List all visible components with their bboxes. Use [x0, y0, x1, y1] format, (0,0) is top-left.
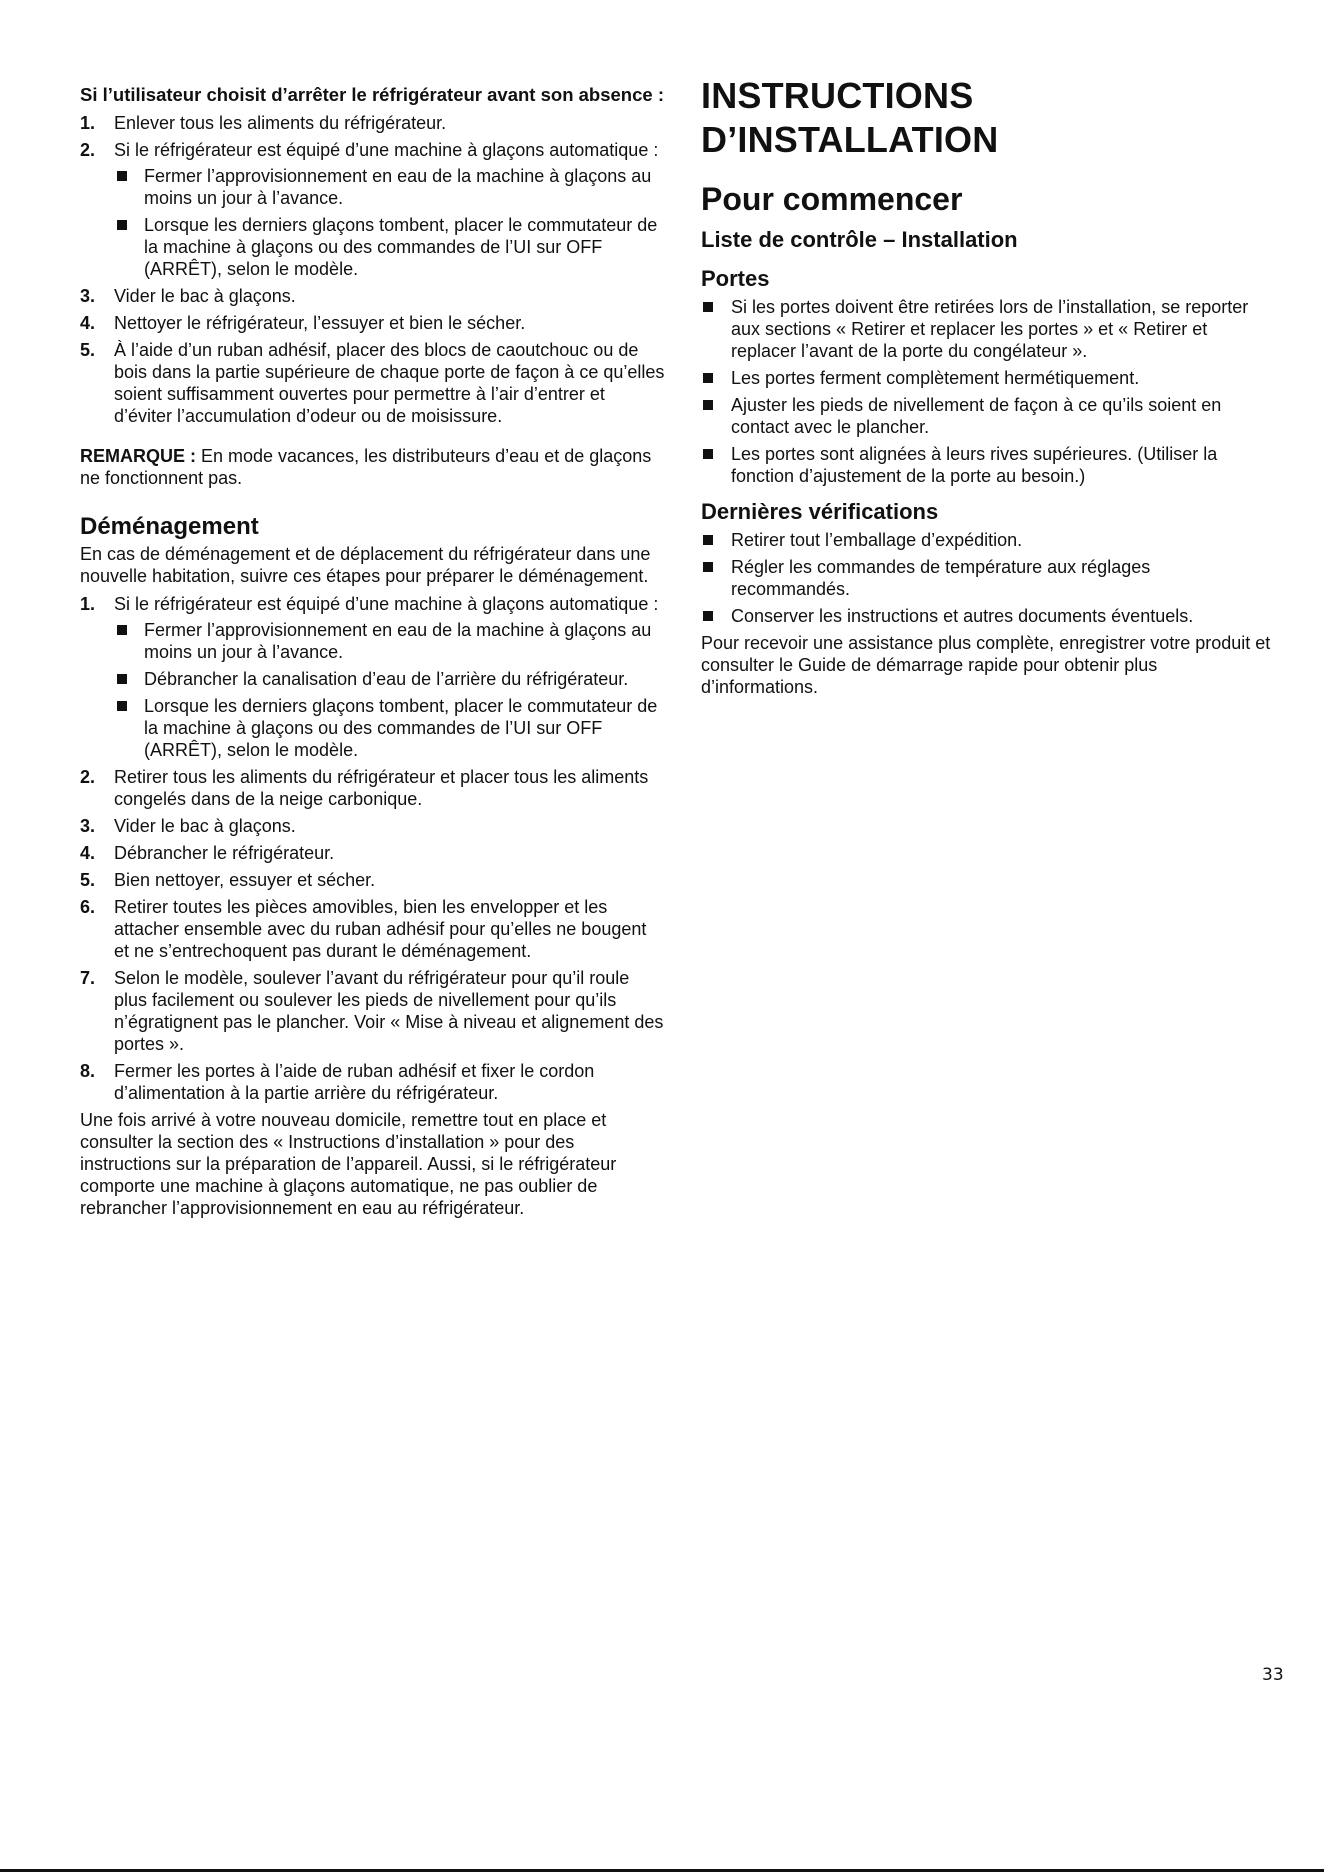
left-column: [80, 84, 665, 1219]
bullet-item: [701, 556, 1271, 600]
square-bullet-icon: [117, 674, 127, 684]
step-number: 4.: [80, 843, 96, 863]
bullet-item: [701, 605, 1271, 627]
list-item: [80, 112, 665, 134]
bullet-item: [701, 394, 1271, 438]
list-item: [80, 312, 665, 334]
bullet-text: Les portes sont alignées à leurs rives supérieures. (Utiliser la fonction d’ajustement de la porte au besoin.): [731, 444, 1218, 486]
vacation-steps: [80, 112, 665, 427]
note-text: En mode vacances, les distributeurs d’eau et de glaçons ne fonctionnent pas.: [80, 446, 652, 488]
moving-heading: Déménagement: [80, 513, 259, 540]
step-text: Fermer les portes à l’aide de ruban adhésif et fixer le cordon d’alimentation à la partie arrière du réfrigérateur.: [114, 1061, 595, 1103]
bullet-item: [701, 529, 1271, 551]
bullet-list: [114, 619, 665, 761]
square-bullet-icon: [703, 535, 713, 545]
step-number: 6.: [80, 897, 96, 917]
step-text: Selon le modèle, soulever l’avant du réfrigérateur pour qu’il roule plus facilement ou soulever les pieds de nivellement pour qu’ils n’égratignent pas le plancher. Voir « Mise à niveau et alignement des portes ».: [114, 968, 664, 1054]
bullet-text: Lorsque les derniers glaçons tombent, placer le commutateur de la machine à glaçons ou des commandes de l’UI sur OFF (ARRÊT), selon le modèle.: [144, 696, 658, 760]
step-text: À l’aide d’un ruban adhésif, placer des blocs de caoutchouc ou de bois dans la partie supérieure de chaque porte de façon à ce qu’elles soient suffisamment ouvertes pour permettre à l’air d’entrer et d’éviter l’accumulation d’odeur ou de moisissure.: [114, 340, 665, 426]
bullet-text: Si les portes doivent être retirées lors de l’installation, se reporter aux sections « Retirer et replacer les portes » et « Retirer et replacer l’avant de la porte du congélateur ».: [731, 297, 1249, 361]
list-item: [80, 139, 665, 280]
bullet-text: Débrancher la canalisation d’eau de l’arrière du réfrigérateur.: [144, 669, 629, 689]
step-text: Enlever tous les aliments du réfrigérateur.: [114, 113, 447, 133]
bullet-text: Conserver les instructions et autres documents éventuels.: [731, 606, 1194, 626]
section-heading: Pour commencer: [701, 181, 963, 217]
bullet-item: [701, 367, 1271, 389]
step-number: 4.: [80, 313, 96, 333]
step-text: Retirer tous les aliments du réfrigérateur et placer tous les aliments congelés dans de la neige carbonique.: [114, 767, 649, 809]
bullet-item: [114, 668, 665, 690]
square-bullet-icon: [703, 302, 713, 312]
moving-steps: [80, 593, 665, 1104]
bullet-item: [701, 443, 1271, 487]
final-checks-list: [701, 529, 1271, 627]
checklist-heading: Liste de contrôle – Installation: [701, 227, 1018, 252]
step-text: Vider le bac à glaçons.: [114, 286, 296, 306]
step-number: 1.: [80, 594, 96, 614]
list-item: [80, 339, 665, 427]
bullet-text: Fermer l’approvisionnement en eau de la machine à glaçons au moins un jour à l’avance.: [144, 166, 652, 208]
assistance-text: Pour recevoir une assistance plus complète, enregistrer votre produit et consulter le Guide de démarrage rapide pour obtenir plus d’informations.: [701, 633, 1271, 697]
doors-heading: Portes: [701, 266, 770, 291]
step-text: Bien nettoyer, essuyer et sécher.: [114, 870, 376, 890]
note-label: REMARQUE :: [80, 446, 196, 466]
list-item: [80, 896, 665, 962]
final-checks-heading: Dernières vérifications: [701, 499, 939, 524]
bullet-item: [114, 695, 665, 761]
square-bullet-icon: [703, 562, 713, 572]
step-number: 7.: [80, 968, 96, 988]
list-item: [80, 842, 665, 864]
step-text: Débrancher le réfrigérateur.: [114, 843, 335, 863]
square-bullet-icon: [703, 611, 713, 621]
square-bullet-icon: [117, 701, 127, 711]
step-text: Vider le bac à glaçons.: [114, 816, 296, 836]
right-column: [701, 75, 1271, 698]
doors-list: [701, 296, 1271, 487]
step-number: 2.: [80, 140, 96, 160]
square-bullet-icon: [703, 373, 713, 383]
list-item: [80, 815, 665, 837]
step-text: Nettoyer le réfrigérateur, l’essuyer et bien le sécher.: [114, 313, 526, 333]
step-text: Si le réfrigérateur est équipé d’une machine à glaçons automatique :: [114, 594, 659, 614]
step-number: 2.: [80, 767, 96, 787]
moving-outro: Une fois arrivé à votre nouveau domicile, remettre tout en place et consulter la section des « Instructions d’installation » pour des instructions sur la préparation de l’appareil. Aussi, si le réfrigérateur comporte une machine à glaçons automatique, ne pas oublier de rebrancher l’approvisionnement en eau au réfrigérateur.: [80, 1110, 617, 1218]
list-item: [80, 593, 665, 761]
step-number: 1.: [80, 113, 96, 133]
list-item: [80, 766, 665, 810]
vacation-lead: Si l’utilisateur choisit d’arrêter le réfrigérateur avant son absence :: [80, 84, 664, 105]
step-text: Retirer toutes les pièces amovibles, bien les envelopper et les attacher ensemble avec du ruban adhésif pour qu’elles ne bougent et ne s’entrechoquent pas durant le déménagement.: [114, 897, 647, 961]
bullet-list: [114, 165, 665, 280]
square-bullet-icon: [117, 625, 127, 635]
bullet-text: Les portes ferment complètement hermétiquement.: [731, 368, 1140, 388]
bullet-text: Ajuster les pieds de nivellement de façon à ce qu’ils soient en contact avec le plancher.: [731, 395, 1222, 437]
bullet-text: Fermer l’approvisionnement en eau de la machine à glaçons au moins un jour à l’avance.: [144, 620, 652, 662]
square-bullet-icon: [117, 220, 127, 230]
note: [80, 445, 665, 489]
bullet-item: [114, 619, 665, 663]
bullet-item: [701, 296, 1271, 362]
page-number: 33: [1262, 1665, 1284, 1685]
step-number: 3.: [80, 286, 96, 306]
step-number: 5.: [80, 870, 96, 890]
square-bullet-icon: [703, 449, 713, 459]
bullet-item: [114, 165, 665, 209]
step-number: 8.: [80, 1061, 96, 1081]
bullet-item: [114, 214, 665, 280]
square-bullet-icon: [117, 171, 127, 181]
moving-intro: En cas de déménagement et de déplacement du réfrigérateur dans une nouvelle habitation, suivre ces étapes pour préparer le déménagement.: [80, 544, 651, 586]
step-number: 3.: [80, 816, 96, 836]
page-title: INSTRUCTIONS D’INSTALLATION: [701, 75, 999, 160]
bullet-text: Lorsque les derniers glaçons tombent, placer le commutateur de la machine à glaçons ou des commandes de l’UI sur OFF (ARRÊT), selon le modèle.: [144, 215, 658, 279]
bullet-text: Régler les commandes de température aux réglages recommandés.: [731, 557, 1151, 599]
step-number: 5.: [80, 340, 96, 360]
list-item: [80, 869, 665, 891]
square-bullet-icon: [703, 400, 713, 410]
list-item: [80, 967, 665, 1055]
list-item: [80, 285, 665, 307]
bullet-text: Retirer tout l’emballage d’expédition.: [731, 530, 1023, 550]
list-item: [80, 1060, 665, 1104]
step-text: Si le réfrigérateur est équipé d’une machine à glaçons automatique :: [114, 140, 659, 160]
